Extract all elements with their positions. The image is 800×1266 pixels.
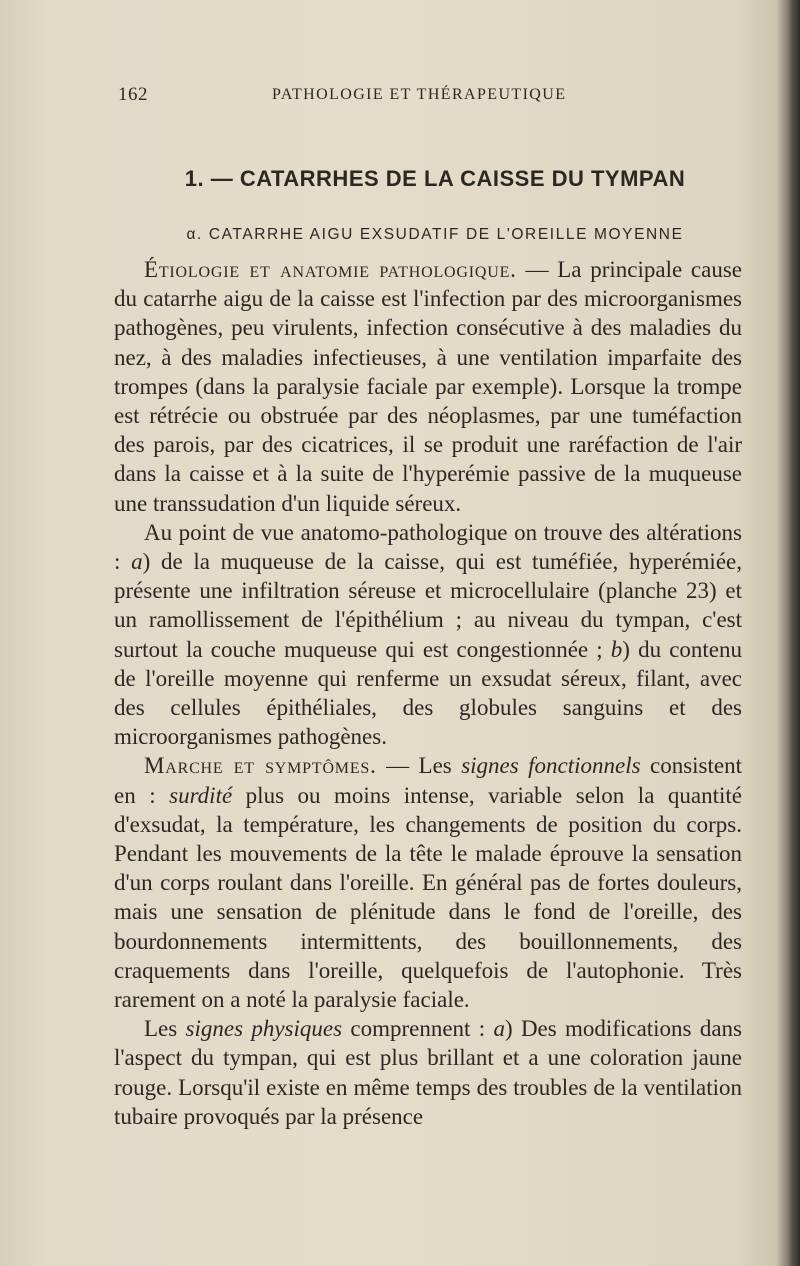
paragraph-heading-marche: Marche et symptômes.: [144, 753, 377, 779]
section-title: 1. — CATARRHES DE LA CAISSE DU TYMPAN: [184, 166, 686, 191]
paragraph-signes-physiques: [114, 1014, 742, 1131]
body-text: [114, 255, 742, 1131]
paragraph-marche-symptomes: [114, 751, 742, 1014]
paragraph-heading-etiologie: Étiologie et anatomie pathologique.: [144, 257, 517, 282]
paragraph-etiologie: [114, 255, 742, 518]
page-header: [112, 84, 742, 110]
italic-term: surdité: [169, 782, 233, 808]
page-number: 162: [118, 84, 148, 105]
list-marker-b: b: [610, 636, 623, 662]
running-head: PATHOLOGIE ET THÉRAPEUTIQUE: [272, 86, 567, 103]
italic-term: signes fonctionnels: [461, 753, 641, 779]
paragraph-text: consistent en :: [114, 753, 742, 808]
paragraph-text: Au point de vue anatomo-pathologique on trouve des altérations :: [114, 519, 742, 575]
paragraph-text: plus ou moins intense, variable selon la quantité d'exsudat, la température, les changements de position du corps. Pendant les mouvements de la tête le malade éprouve la sensation d'un corps roulant dans l'oreille. En général pas de fortes douleurs, mais une sensation de plénitude dans le fond de l'oreille, des bourdonnements intermittents, des bouillonnements, des craquements dans l'oreille, quelquefois de l'autophonie. Très rarement on a noté la paralysie faciale.: [114, 782, 742, 1013]
list-marker-a: a: [131, 549, 143, 575]
paragraph-text: ) de la muqueuse de la caisse, qui est tuméfiée, hyperémiée, présente une infiltration séreuse et microcellulaire (planche 23) et un ramollissement de l'épithélium ; au niveau du tympan, c'est surtout la couche muqueuse qui est congestionnée ;: [114, 549, 742, 662]
paragraph-text: — La principale cause du catarrhe aigu de la caisse est l'infection par des microorganismes pathogènes, peu virulents, infection consécutive à des maladies du nez, à des maladies infectieuses, à une ventilation imparfaite des trompes (dans la paralysie faciale par exemple). Lorsque la trompe est rétrécie ou obstruée par des néoplasmes, par une tuméfaction des parois, par des cicatrices, il se produit une raréfaction de l'air dans la caisse et à la suite de l'hyperémie passive de la muqueuse une transsudation d'un liquide séreux.: [114, 257, 743, 516]
paragraph-text: comprennent :: [342, 1016, 494, 1042]
italic-term: signes physiques: [185, 1016, 343, 1042]
page-edge-shadow: [788, 0, 800, 1266]
paragraph-text: ) du contenu de l'oreille moyenne qui renferme un exsudat séreux, filant, avec des cellules épithéliales, des globules sanguins et des microorganismes pathogènes.: [114, 636, 742, 750]
paragraph-text: ) Des modifications dans l'aspect du tympan, qui est plus brillant et a une coloration jaune rouge. Lorsqu'il existe en même temps des troubles de la ventilation tubaire provoqués par la présence: [114, 1016, 742, 1129]
subsection-title: α. CATARRHE AIGU EXSUDATIF DE L'OREILLE MOYENNE: [186, 226, 684, 243]
list-marker-a: a: [493, 1016, 505, 1042]
paragraph-text: — Les: [376, 753, 462, 779]
paragraph-text: Les: [144, 1016, 186, 1042]
paragraph-anatomo-pathologique: [114, 518, 742, 752]
